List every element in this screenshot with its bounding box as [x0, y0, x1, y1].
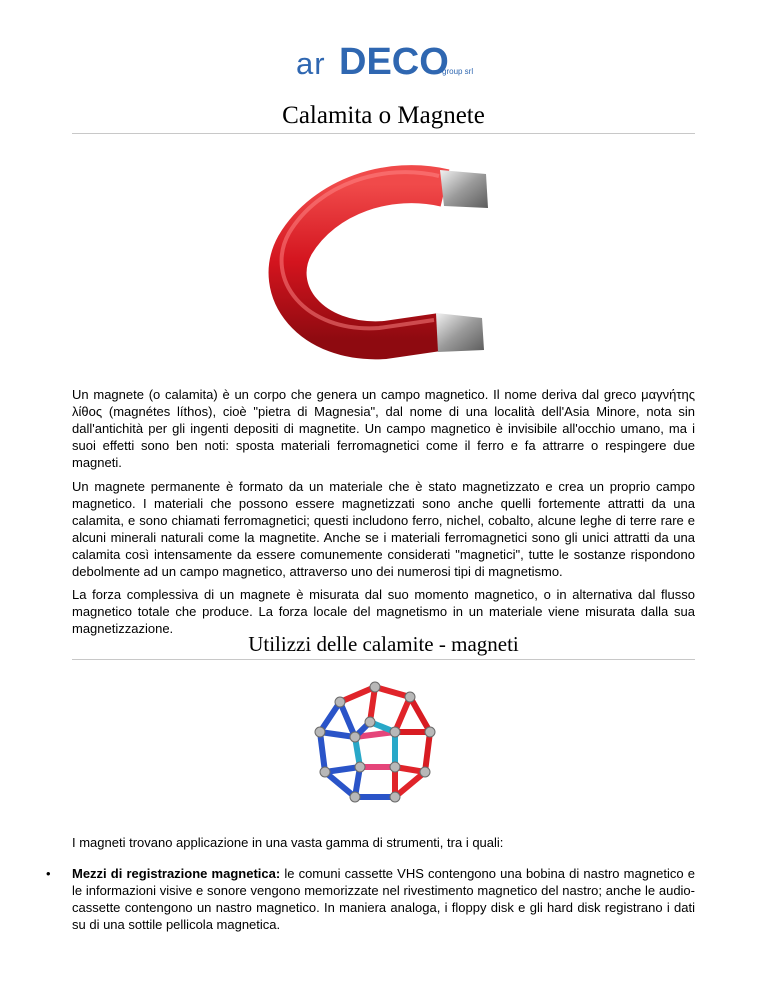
list-item: [46, 865, 695, 933]
horseshoe-magnet-image: [250, 160, 520, 375]
company-logo: [296, 40, 476, 82]
list-item-term: Mezzi di registrazione magnetica:: [72, 866, 281, 881]
logo-suffix: group srl: [442, 67, 474, 76]
list-item-text: le comuni cassette VHS contengono una bobina di nastro magnetico e le informazioni visive e sonore vengono memorizzate nel rivestimento magnetico del nastro; anche le audio-cassette contengono un nastro magnetico. In maniera analoga, i floppy disk e gli hard disk registrano i dati su di una sottile pellicola magnetica.: [72, 866, 695, 932]
paragraph-3: La forza complessiva di un magnete è misurata dal suo momento magnetico, o in alternativa dal flusso magnetico totale che produce. La forza locale del magnetismo in un materiale viene misurata dalla sua magnetizzazione.: [72, 587, 695, 636]
page-title: Calamita o Magnete: [72, 102, 695, 134]
applications-list: [46, 865, 695, 933]
magnetic-sphere-image: [300, 672, 450, 812]
logo-prefix: ar: [296, 46, 326, 81]
paragraph-2: Un magnete permanente è formato da un materiale che è stato magnetizzato e crea un proprio campo magnetico. I materiali che possono essere magnetizzati sono anche quelli fortemente attratti da una calamita, e sono chiamati ferromagnetici; questi includono ferro, nichel, cobalto, alcune leghe di terre rare e alcuni minerali naturali come la magnetite. Anche se i materiali ferromagnetici sono gli unici attratti da una calamita così intensamente da essere comunemente considerati "magnetici", tutte le sostanze rispondono debolmente ad un campo magnetico, attraverso uno dei numerosi tipi di magnetismo.: [72, 479, 695, 579]
intro-text: I magneti trovano applicazione in una vasta gamma di strumenti, tra i quali:: [72, 835, 504, 850]
logo-brand: DECO: [339, 41, 449, 83]
bullet: •: [46, 866, 51, 881]
paragraph-1: Un magnete (o calamita) è un corpo che genera un campo magnetico. Il nome deriva dal greco μαγνήτης λίθος (magnétes líthos), cioè "pietra di Magnesia", dal nome di una località dell'Asia Minore, nota sin dall'antichità per gli ingenti depositi di magnetite. Un campo magnetico è invisibile all'occhio umano, ma i suoi effetti sono ben noti: sposta materiali ferromagnetici come il ferro e fa attrarre o respingere due magneti.: [72, 387, 695, 470]
section-title: Utilizzi delle calamite - magneti: [72, 632, 695, 660]
